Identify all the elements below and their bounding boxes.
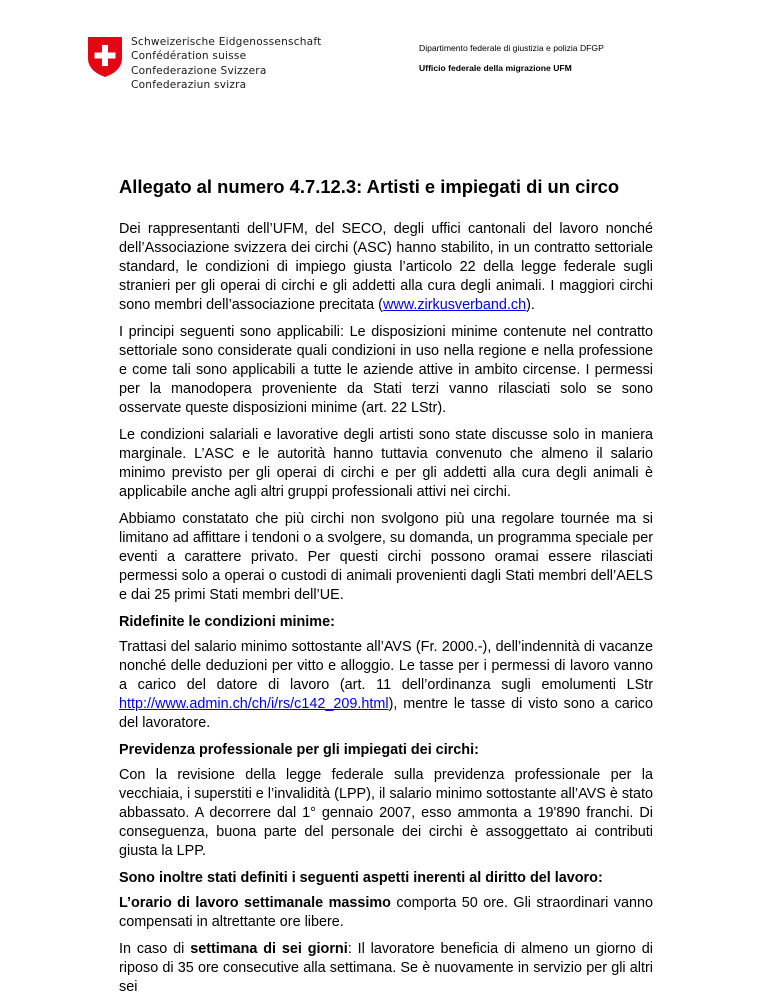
paragraph-intro-end: ). <box>526 297 535 313</box>
confed-line-it: Confederazione Svizzera <box>131 64 267 77</box>
office-name: Ufficio federale della migrazione UFM <box>419 63 572 73</box>
swiss-crest-icon <box>87 36 123 78</box>
admin-ordinance-link[interactable]: http://www.admin.ch/ch/i/rs/c142_209.html <box>119 696 389 712</box>
paragraph-minimum-conditions <box>119 638 653 733</box>
paragraph-minimum-end: ), mentre le tasse di visto sono a carico del lavoratore. <box>119 696 653 731</box>
six-day-prefix: In caso di <box>119 941 191 957</box>
department-name: Dipartimento federale di giustizia e polizia DFGP <box>419 43 604 53</box>
confed-line-rm: Confederaziun svizra <box>131 79 247 92</box>
zirkusverband-link[interactable]: www.zirkusverband.ch <box>382 297 527 313</box>
paragraph-principles: I principi seguenti sono applicabili: Le disposizioni minime contenute nel contratto settoriale sono considerate quali condizioni in uso nella regione e nella professione e come tali sono applicabili a tutte le aziende attive in ambito circense. I permessi per la manodopera proveniente da Stati terzi vanno rilasciati solo se sono osservate queste disposizioni minime (art. 22 LStr). <box>119 324 653 416</box>
document-body <box>119 175 653 1005</box>
confed-line-fr: Confédération suisse <box>131 50 247 63</box>
paragraph-minimum-text: Trattasi del salario minimo sottostante all’AVS (Fr. 2000.-), dell’indennità di vacanze nonché delle deduzioni per vitto e alloggio. Le tasse per i permessi di lavoro vanno a carico del datore di lavoro (art. 11 dell’ordinanza sugli emolumenti LStr <box>119 639 653 693</box>
weekly-hours-label: L’orario di lavoro settimanale massimo <box>119 895 391 911</box>
heading-labour-law: Sono inoltre stati definiti i seguenti aspetti inerenti al diritto del lavoro: <box>119 870 603 886</box>
heading-minimum-conditions: Ridefinite le condizioni minime: <box>119 614 335 630</box>
confederation-names <box>131 35 321 93</box>
heading-pension: Previdenza professionale per gli impiegati dei circhi: <box>119 742 479 758</box>
confed-line-de: Schweizerische Eidgenossenschaft <box>131 36 322 48</box>
paragraph-intro-text: Dei rappresentanti dell’UFM, del SECO, degli uffici cantonali del lavoro nonché dell’Associazione svizzera dei circhi (ASC) hanno stabilito, in un contratto settoriale standard, le condizioni di impiego giusta l’articolo 22 della legge federale sugli stranieri per gli operai di circhi e gli addetti alla cura degli animali. I maggiori circhi sono membri dell’associazione precitata ( <box>119 221 653 313</box>
letterhead <box>0 0 768 110</box>
document-title: Allegato al numero 4.7.12.3: Artisti e impiegati di un circo <box>119 176 620 197</box>
paragraph-weekly-hours <box>119 894 653 932</box>
six-day-text: : Il lavoratore beneficia di almeno un giorno di riposo di 35 ore consecutive alla settimana. Se è nuovamente in servizio per gli altri sei <box>119 941 653 995</box>
paragraph-six-day-week <box>119 940 653 997</box>
paragraph-artists: Le condizioni salariali e lavorative degli artisti sono state discusse solo in maniera marginale. L’ASC e le autorità hanno tuttavia convenuto che almeno il salario minimo previsto per gli operai di circhi e per gli addetti alla cura degli animali è applicabile anche agli altri gruppi professionali attivi nei circhi. <box>119 427 653 500</box>
weekly-hours-text: comporta 50 ore. Gli straordinari vanno compensati in altrettante ore libere. <box>119 895 653 930</box>
six-day-label: settimana di sei giorni <box>190 941 348 957</box>
paragraph-tours: Abbiamo constatato che più circhi non svolgono più una regolare tournée ma si limitano ad affittare i tendoni o a svolgere, su domanda, un programma speciale per eventi a carattere privato. Per questi circhi possono oramai essere rilasciati permessi solo a operai o custodi di animali provenienti dagli Stati membri dell’AELS e dai 25 primi Stati membri dell’UE. <box>119 511 653 603</box>
paragraph-intro <box>119 220 653 315</box>
paragraph-pension: Con la revisione della legge federale sulla previdenza professionale per la vecchiaia, i superstiti e l’invalidità (LPP), il salario minimo sottostante all’AVS è stato abbassato. A decorrere dal 1° gennaio 2007, esso ammonta a 19'890 franchi. Di conseguenza, buona parte del personale dei circhi è assoggettato ai contributi giusta la LPP. <box>119 767 654 859</box>
